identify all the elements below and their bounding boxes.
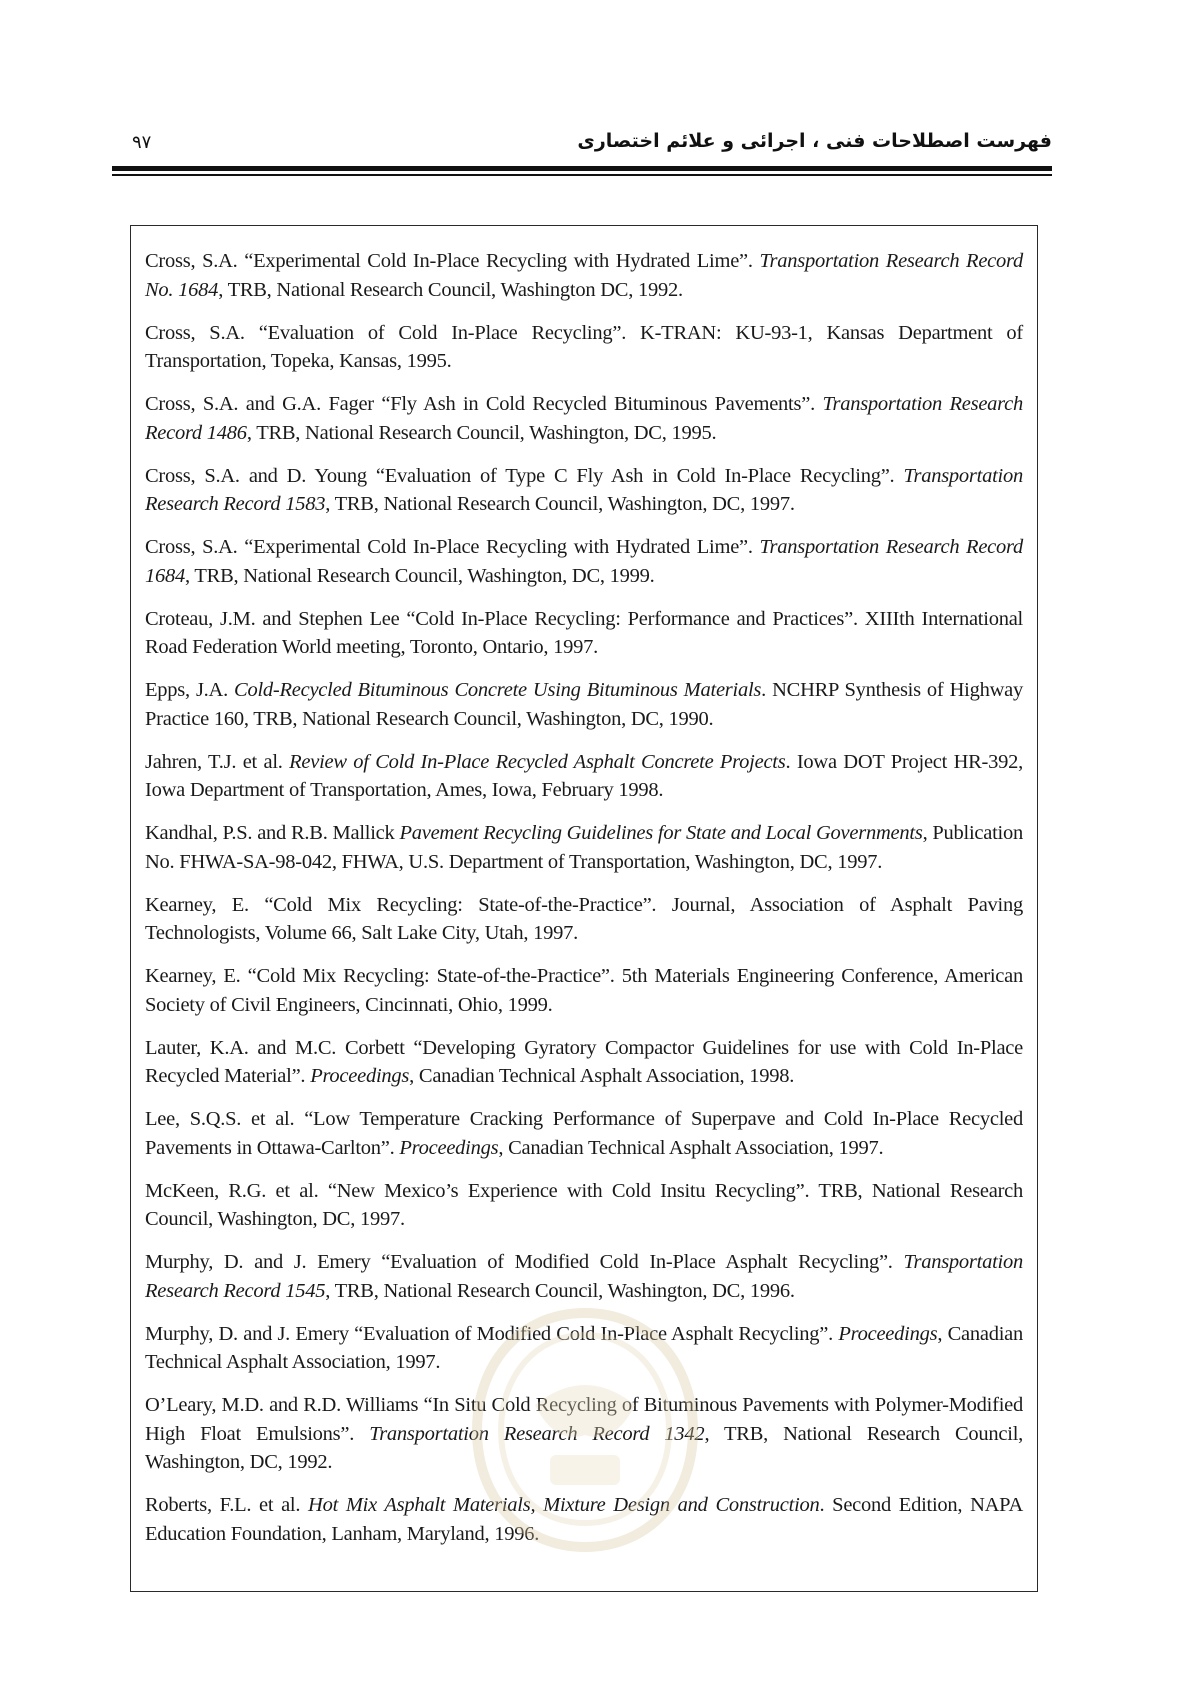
- reference-text-tail: , TRB, National Research Council, Washington, DC, 1997.: [325, 493, 795, 515]
- reference-italic-title: Transportation Research Record 1684: [145, 536, 1023, 587]
- reference-text: Roberts, F.L. et al.: [145, 1494, 309, 1516]
- page-number: ۹۷: [132, 132, 152, 153]
- reference-item: [145, 1177, 1023, 1234]
- reference-item: [145, 1391, 1023, 1477]
- reference-text-tail: , TRB, National Research Council, Washington, DC, 1999.: [185, 564, 655, 587]
- reference-text: Cross, S.A. “Experimental Cold In-Place Recycling with Hydrated Lime”.: [145, 250, 760, 272]
- reference-item: [145, 1105, 1023, 1162]
- reference-text: O’Leary, M.D. and R.D. Williams “In Situ Cold Recycling of Bituminous Pavements with Polymer-Modified High Float Emulsions”.: [145, 1394, 1023, 1445]
- reference-item: [145, 533, 1023, 590]
- reference-text: Cross, S.A. and D. Young “Evaluation of Type C Fly Ash in Cold In-Place Recycling”.: [145, 464, 904, 487]
- reference-text: Jahren, T.J. et al.: [145, 750, 290, 773]
- reference-text: Murphy, D. and J. Emery “Evaluation of Modified Cold In-Place Asphalt Recycling”.: [145, 1251, 904, 1273]
- reference-italic-title: Transportation Research Record No. 1684: [145, 250, 1023, 301]
- reference-text-tail: , TRB, National Research Council, Washington, DC, 1996.: [325, 1279, 795, 1302]
- reference-italic-title: Pavement Recycling Guidelines for State and Local Governments: [399, 822, 923, 844]
- reference-text: Lauter, K.A. and M.C. Corbett “Developing Gyratory Compactor Guidelines for use with Cold In-Place Recycled Material”.: [145, 1036, 1023, 1087]
- reference-text: Kearney, E. “Cold Mix Recycling: State-of-the-Practice”. Journal, Association of Asphalt Paving Technologists, Volume 66, Salt Lake City, Utah, 1997.: [145, 893, 1023, 944]
- reference-italic-title: Transportation Research Record 1486: [145, 393, 1023, 444]
- reference-text-tail: , TRB, National Research Council, Washington DC, 1992.: [218, 278, 683, 301]
- running-header-title: فهرست اصطلاحات فنی ، اجرائی و علائم اختصاری: [577, 130, 1052, 152]
- reference-item: [145, 1320, 1023, 1377]
- reference-text-tail: . NCHRP Synthesis of Highway Practice 160, TRB, National Research Council, Washington, DC, 1990.: [145, 679, 1023, 730]
- reference-item: [145, 605, 1023, 662]
- reference-italic-title: Proceedings: [399, 1136, 499, 1159]
- reference-text-tail: , Publication No. FHWA-SA-98-042, FHWA, U.S. Department of Transportation, Washington, DC, 1997.: [145, 822, 1023, 873]
- reference-italic-title: Cold-Recycled Bituminous Concrete Using Bituminous Materials: [234, 679, 762, 701]
- header-rule: [112, 166, 1052, 171]
- reference-text: Cross, S.A. “Experimental Cold In-Place Recycling with Hydrated Lime”.: [145, 536, 760, 558]
- reference-italic-title: Transportation Research Record 1342: [369, 1422, 705, 1445]
- reference-text: Croteau, J.M. and Stephen Lee “Cold In-Place Recycling: Performance and Practices”. XIIIth International Road Federation World meeting, Toronto, Ontario, 1997.: [145, 607, 1023, 658]
- reference-item: [145, 748, 1023, 805]
- reference-text-tail: . Iowa DOT Project HR-392, Iowa Department of Transportation, Ames, Iowa, February 1998.: [145, 750, 1023, 801]
- reference-text: Epps, J.A.: [145, 679, 235, 701]
- reference-text-tail: . Second Edition, NAPA Education Foundation, Lanham, Maryland, 1996.: [145, 1494, 1023, 1545]
- reference-text-tail: , TRB, National Research Council, Washington, DC, 1995.: [246, 421, 717, 444]
- reference-item: [145, 891, 1023, 948]
- reference-text-tail: , Canadian Technical Asphalt Association, 1997.: [498, 1136, 884, 1159]
- header-rule-thin: [112, 174, 1052, 176]
- page-header: [112, 130, 1052, 170]
- reference-italic-title: Hot Mix Asphalt Materials, Mixture Design and Construction: [308, 1494, 820, 1516]
- reference-italic-title: Proceedings: [310, 1065, 410, 1087]
- reference-item: [145, 962, 1023, 1019]
- reference-item: [145, 676, 1023, 733]
- reference-text: McKeen, R.G. et al. “New Mexico’s Experience with Cold Insitu Recycling”. TRB, National Research Council, Washington, DC, 1997.: [145, 1179, 1023, 1230]
- reference-item: [145, 390, 1023, 447]
- reference-text: Cross, S.A. and G.A. Fager “Fly Ash in Cold Recycled Bituminous Pavements”.: [145, 393, 823, 415]
- reference-list: [145, 247, 1023, 1548]
- reference-text: Cross, S.A. “Evaluation of Cold In-Place Recycling”. K-TRAN: KU-93-1, Kansas Department of Transportation, Topeka, Kansas, 1995.: [145, 321, 1023, 372]
- reference-item: [145, 462, 1023, 519]
- reference-item: [145, 819, 1023, 876]
- reference-text: Lee, S.Q.S. et al. “Low Temperature Cracking Performance of Superpave and Cold In-Place Recycled Pavements in Ottawa-Carlton”.: [145, 1108, 1023, 1159]
- reference-italic-title: Transportation Research Record 1583: [145, 464, 1023, 515]
- reference-text-tail: , Canadian Technical Asphalt Association, 1997.: [145, 1322, 1023, 1373]
- references-box: [130, 225, 1038, 1592]
- reference-text: Kearney, E. “Cold Mix Recycling: State-of-the-Practice”. 5th Materials Engineering Conference, American Society of Civil Engineers, Cincinnati, Ohio, 1999.: [145, 965, 1023, 1016]
- reference-item: [145, 319, 1023, 376]
- reference-italic-title: Transportation Research Record 1545: [145, 1251, 1023, 1302]
- reference-text-tail: , Canadian Technical Asphalt Association, 1998.: [409, 1065, 795, 1087]
- reference-text: Kandhal, P.S. and R.B. Mallick: [145, 822, 400, 844]
- reference-italic-title: Review of Cold In-Place Recycled Asphalt Concrete Projects: [289, 750, 786, 773]
- reference-item: [145, 1491, 1023, 1548]
- reference-text-tail: , TRB, National Research Council, Washington, DC, 1992.: [145, 1422, 1024, 1473]
- reference-italic-title: Proceedings: [838, 1322, 938, 1345]
- reference-item: [145, 247, 1023, 304]
- reference-text: Murphy, D. and J. Emery “Evaluation of Modified Cold In-Place Asphalt Recycling”.: [145, 1322, 839, 1345]
- reference-item: [145, 1248, 1023, 1305]
- reference-item: [145, 1034, 1023, 1091]
